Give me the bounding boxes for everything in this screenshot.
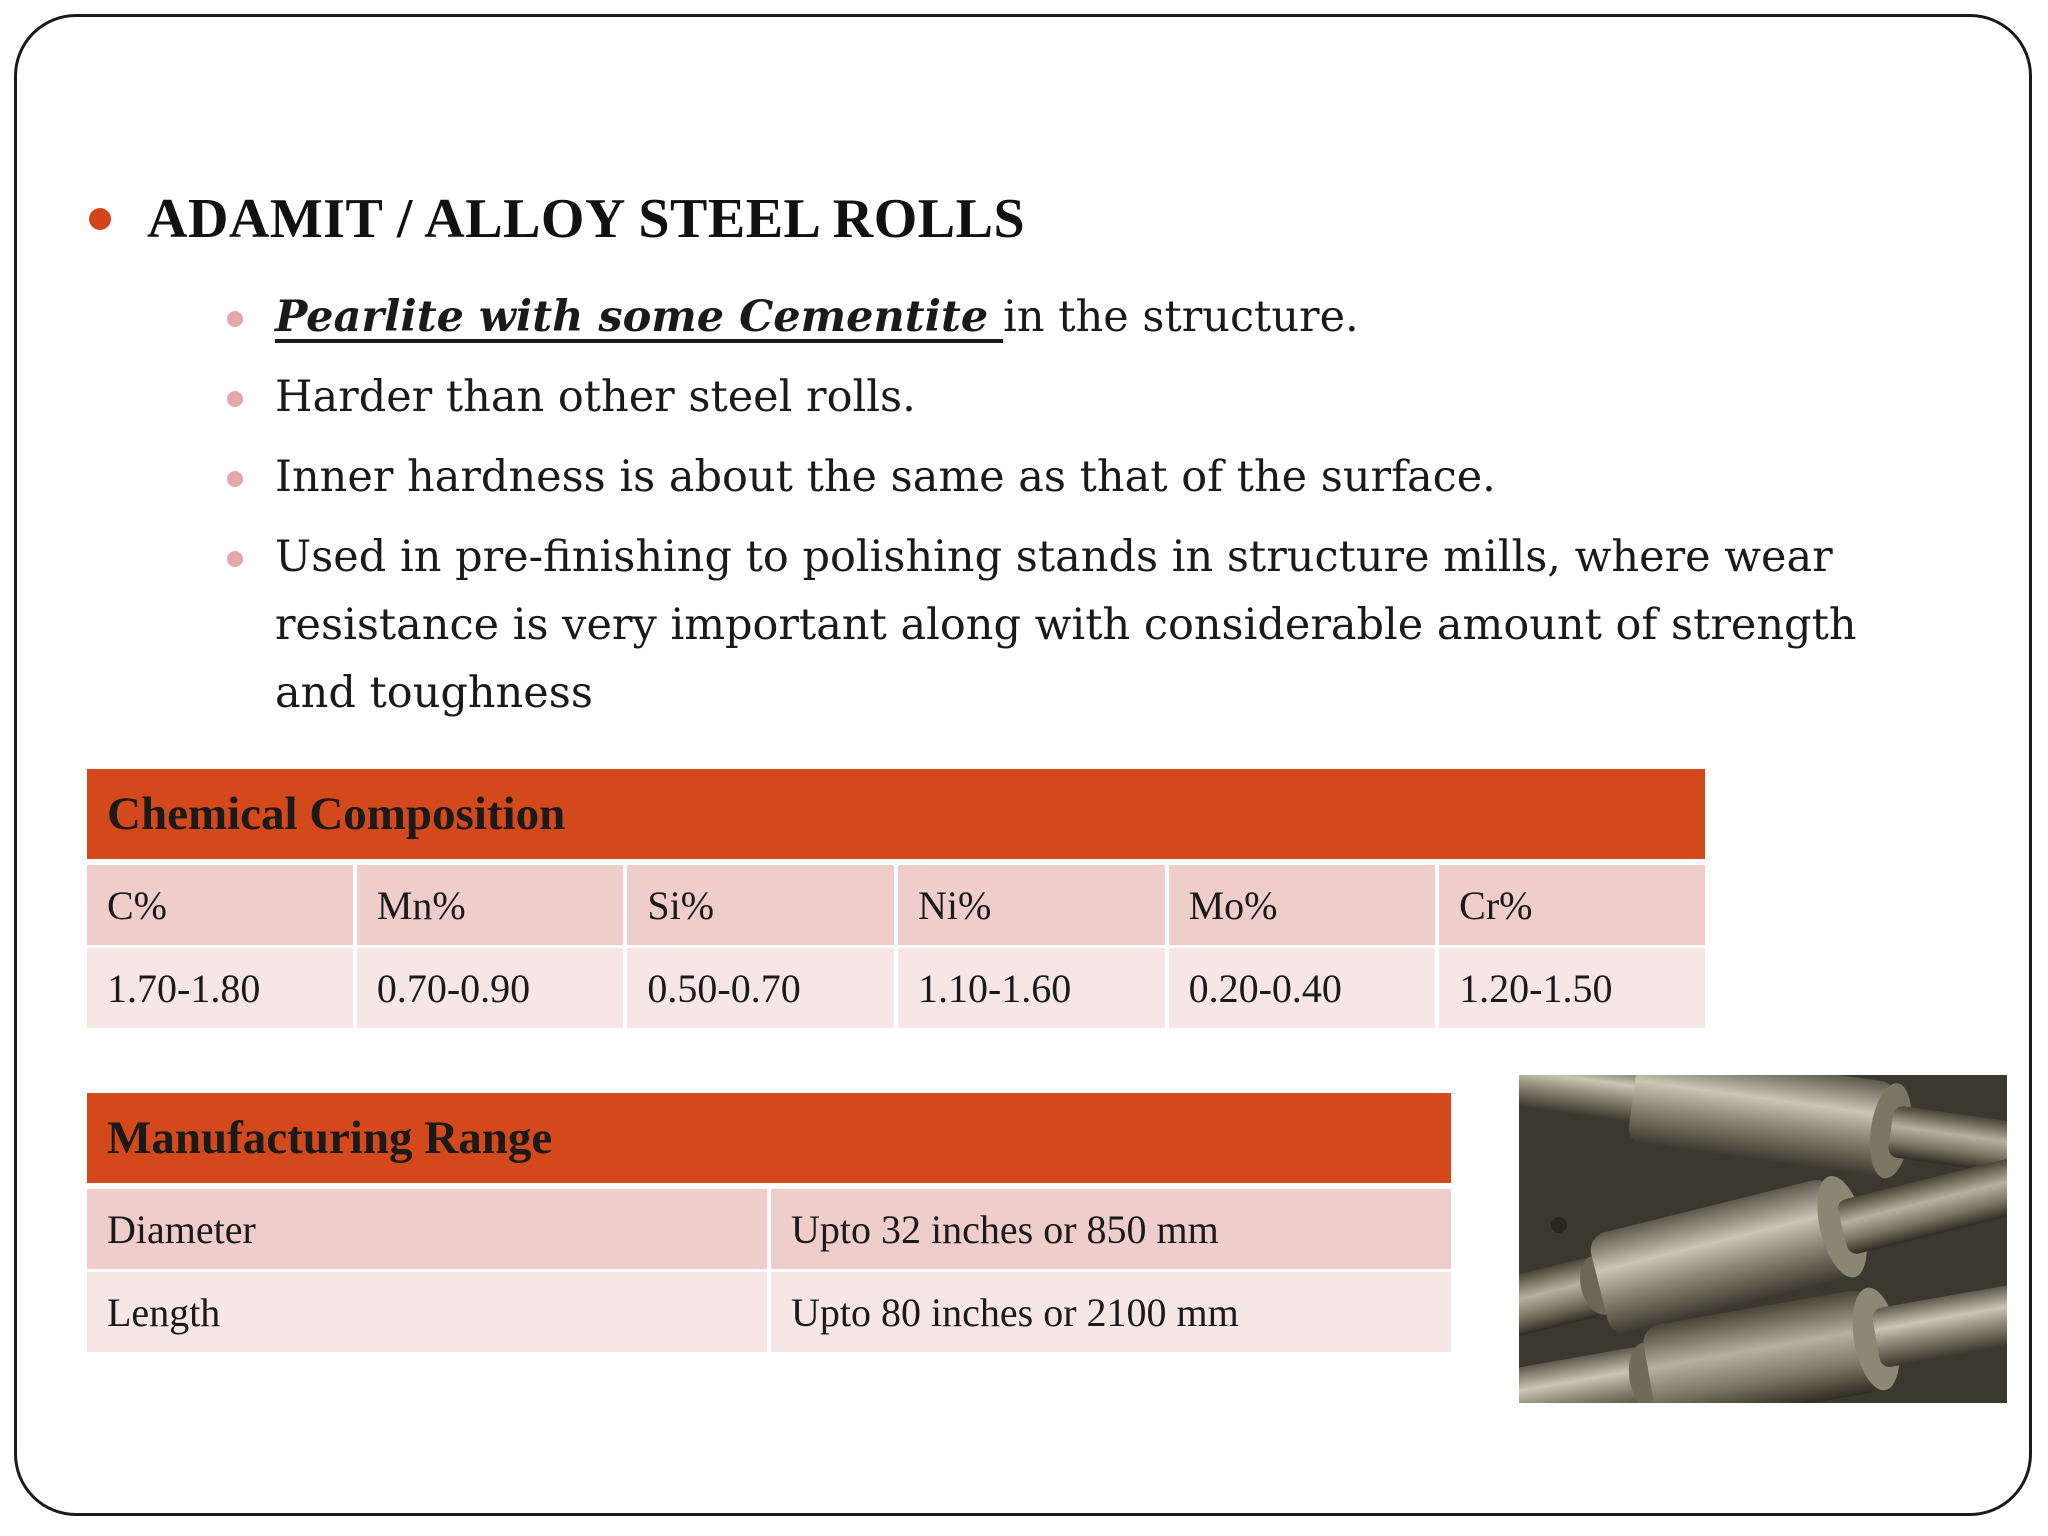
table-cell: 0.50-0.70	[625, 947, 896, 1030]
title-row	[89, 187, 1025, 251]
steel-rolls-photo	[1519, 1075, 2007, 1403]
table-cell: Upto 32 inches or 850 mm	[769, 1186, 1451, 1271]
table-row	[87, 1186, 1451, 1271]
table-row	[87, 1271, 1451, 1354]
bullet-dot-icon	[227, 471, 243, 487]
table-row	[87, 947, 1705, 1030]
table-cell: 0.20-0.40	[1167, 947, 1438, 1030]
bullet-dot-icon	[227, 551, 243, 567]
chemical-composition-table	[87, 769, 1705, 1031]
steel-rolls-illustration	[1519, 1075, 2007, 1403]
bullet-text: in the structure.	[1003, 292, 1359, 342]
bullet-dot-icon	[227, 391, 243, 407]
slide-frame	[14, 14, 2032, 1516]
bullet-item	[227, 363, 1947, 431]
bullet-text: Harder than other steel rolls.	[275, 372, 916, 422]
table-cell: Upto 80 inches or 2100 mm	[769, 1271, 1451, 1354]
bullet-text: Inner hardness is about the same as that of the surface.	[275, 452, 1496, 502]
table-cell: Ni%	[896, 862, 1167, 947]
table-cell: 0.70-0.90	[355, 947, 626, 1030]
bullet-emphasis: Pearlite with some Cementite	[275, 292, 1004, 342]
table-cell: 1.10-1.60	[896, 947, 1167, 1030]
table-row	[87, 862, 1705, 947]
title-bullet-icon	[89, 208, 111, 230]
table-cell: Si%	[625, 862, 896, 947]
table-header: Chemical Composition	[87, 769, 1705, 862]
bullet-item	[227, 283, 1947, 351]
bullet-text: Used in pre-finishing to polishing stands in structure mills, where wear resistance is very important along with considerable amount of strength and toughness	[275, 532, 1857, 718]
bullet-dot-icon	[227, 311, 243, 327]
bullet-item	[227, 443, 1947, 511]
table-cell: Cr%	[1437, 862, 1705, 947]
table-cell: Diameter	[87, 1186, 769, 1271]
table-cell: Mo%	[1167, 862, 1438, 947]
table-cell: 1.20-1.50	[1437, 947, 1705, 1030]
bullet-list	[227, 283, 1947, 739]
page-title: ADAMIT / ALLOY STEEL ROLLS	[147, 188, 1026, 250]
bullet-item	[227, 523, 1947, 727]
table-cell: Length	[87, 1271, 769, 1354]
table-cell: Mn%	[355, 862, 626, 947]
manufacturing-range-table	[87, 1093, 1451, 1355]
table-cell: C%	[87, 862, 355, 947]
table-cell: 1.70-1.80	[87, 947, 355, 1030]
table-header: Manufacturing Range	[87, 1093, 1451, 1186]
